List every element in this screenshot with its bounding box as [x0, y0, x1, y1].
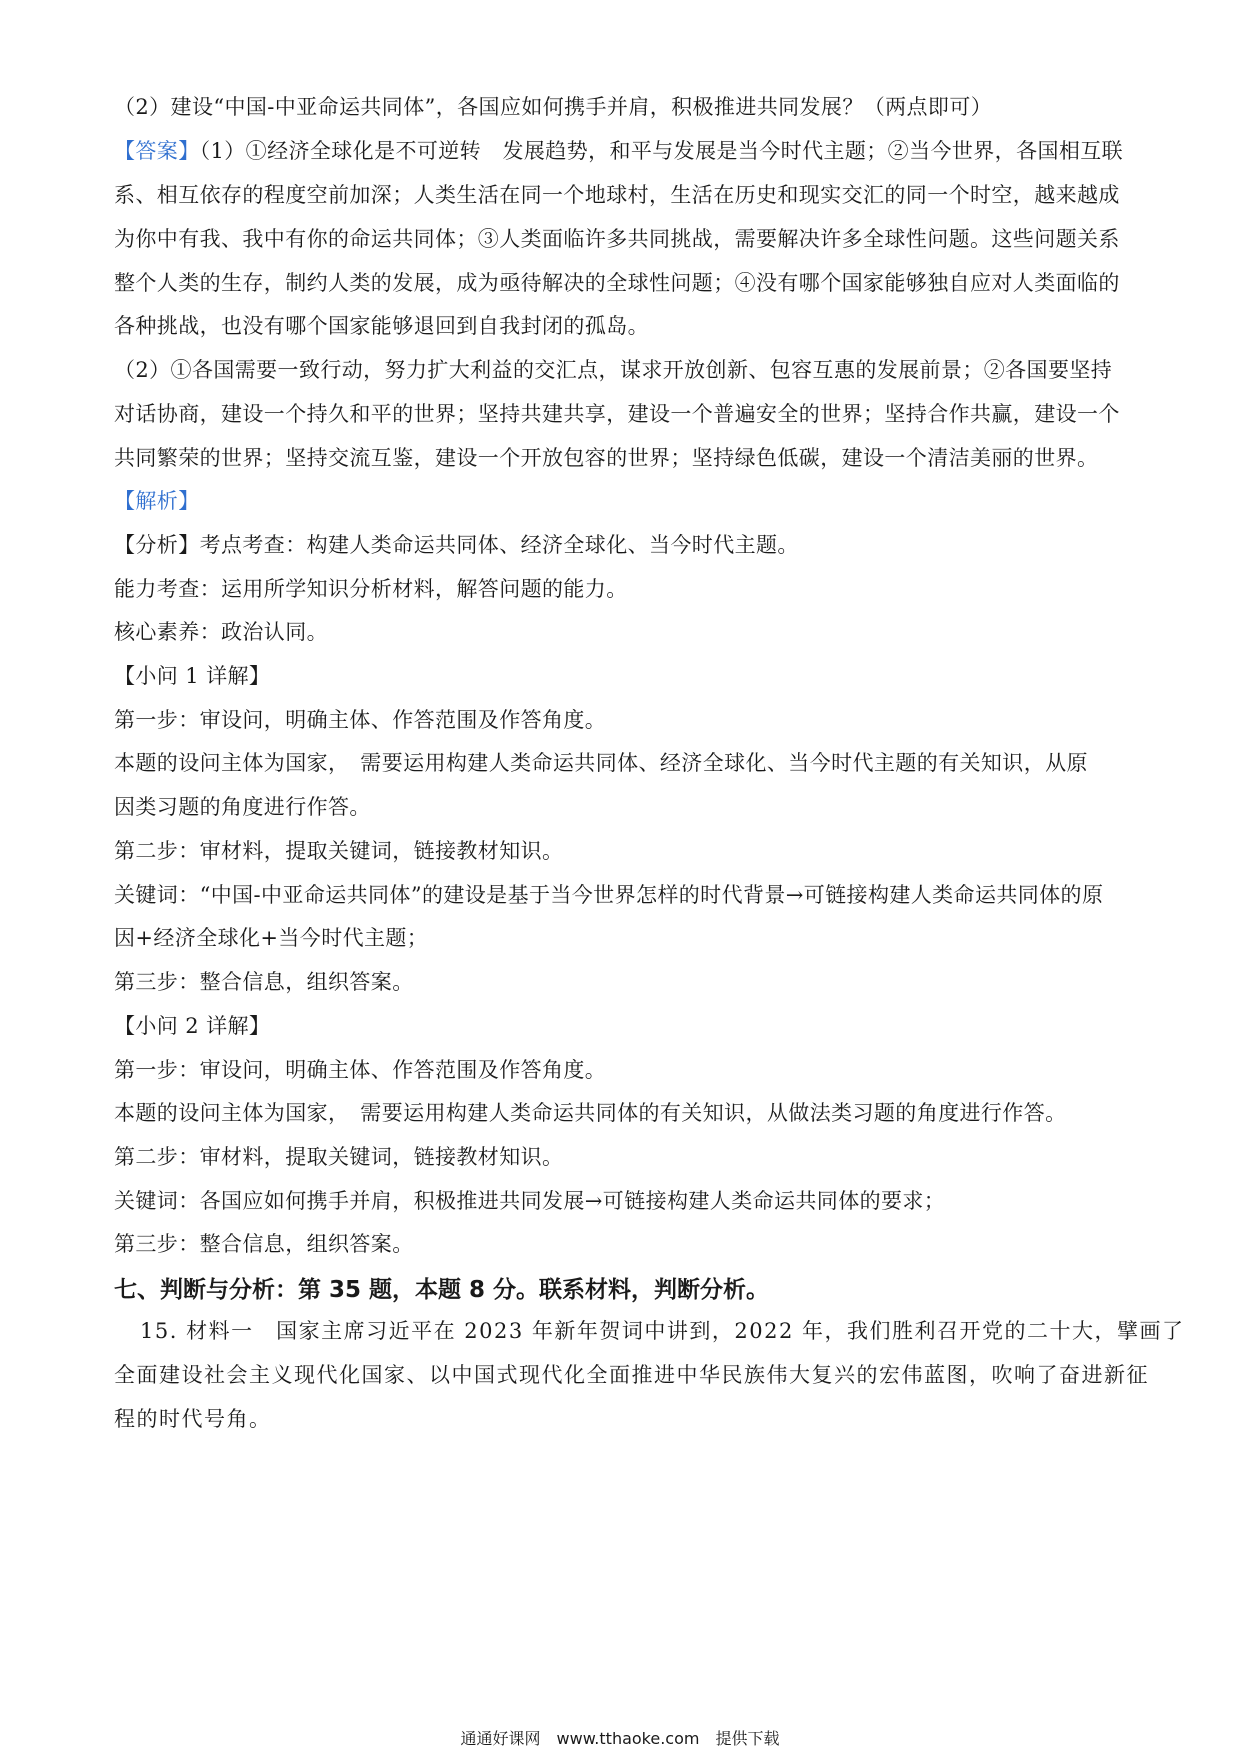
sub-question-1-line-7: 第三步：整合信息，组织答案。	[114, 970, 414, 994]
sub-question-1-title: 【小问 1 详解】	[114, 664, 271, 688]
sub-question-2-line-2: 本题的设问主体为国家， 需要运用构建人类命运共同体的有关知识，从做法类习题的角度进行作答。	[114, 1101, 1067, 1125]
sub-question-1-line-5: 关键词：“中国-中亚命运共同体”的建设是基于当今世界怎样的时代背景→可链接构建人类命运共同体的原	[114, 883, 1104, 907]
sub-question-2-line-1: 第一步：审设问，明确主体、作答范围及作答角度。	[114, 1058, 607, 1082]
sub-question-1-line-4: 第二步：审材料，提取关键词，链接教材知识。	[114, 839, 564, 863]
sub-question-1-line-3: 因类习题的角度进行作答。	[114, 795, 371, 819]
answer-line-8: 共同繁荣的世界；坚持交流互鉴，建设一个开放包容的世界；坚持绿色低碳，建设一个清洁美丽的世界。	[114, 446, 1099, 470]
answer-tag: 【答案】	[114, 139, 200, 163]
analysis-tag: 【解析】	[114, 489, 200, 513]
sub-question-2-title: 【小问 2 详解】	[114, 1014, 271, 1038]
analysis-line-2: 能力考查：运用所学知识分析材料，解答问题的能力。	[114, 577, 628, 601]
answer-line-4: 整个人类的生存，制约人类的发展，成为亟待解决的全球性问题；④没有哪个国家能够独自应对人类面临的	[114, 271, 1120, 295]
sub-question-2-line-5: 第三步：整合信息，组织答案。	[114, 1232, 414, 1256]
answer-line-1	[114, 136, 1126, 166]
sub-question-1-line-6: 因+经济全球化+当今时代主题；	[114, 926, 429, 950]
analysis-line-1: 【分析】考点考查：构建人类命运共同体、经济全球化、当今时代主题。	[114, 533, 799, 557]
answer-line-7: 对话协商，建设一个持久和平的世界；坚持共建共享，建设一个普遍安全的世界；坚持合作共赢，建设一个	[114, 402, 1120, 426]
footer-watermark: 通通好课网 www.tthaoke.com 提供下载	[460, 1729, 780, 1748]
answer-text-1: （1）①经济全球化是不可逆转 发展趋势，和平与发展是当今时代主题；②当今世界，各国相互联	[199, 139, 1124, 163]
section-7-heading: 七、判断与分析：第 35 题，本题 8 分。联系材料，判断分析。	[114, 1277, 770, 1303]
sub-question-2-line-3: 第二步：审材料，提取关键词，链接教材知识。	[114, 1145, 564, 1169]
sub-question-2-line-4: 关键词：各国应如何携手并肩，积极推进共同发展→可链接构建人类命运共同体的要求；	[114, 1189, 946, 1213]
analysis-line-3: 核心素养：政治认同。	[114, 620, 328, 644]
answer-line-6: （2）①各国需要一致行动，努力扩大利益的交汇点，谋求开放创新、包容互惠的发展前景；②各国要坚持	[114, 358, 1113, 382]
question-2-text: （2）建设“中国-中亚命运共同体”，各国应如何携手并肩，积极推进共同发展？（两点即可）	[114, 95, 993, 119]
sub-question-1-line-1: 第一步：审设问，明确主体、作答范围及作答角度。	[114, 708, 607, 732]
answer-line-2: 系、相互依存的程度空前加深；人类生活在同一个地球村，生活在历史和现实交汇的同一个时空，越来越成	[114, 183, 1120, 207]
answer-line-3: 为你中有我、我中有你的命运共同体；③人类面临许多共同挑战，需要解决许多全球性问题。这些问题关系	[114, 227, 1120, 251]
sub-question-1-line-2: 本题的设问主体为国家， 需要运用构建人类命运共同体、经济全球化、当今时代主题的有关知识，从原	[114, 751, 1088, 775]
question-15-line-3: 程的时代号角。	[114, 1407, 272, 1431]
question-15-line-2: 全面建设社会主义现代化国家、以中国式现代化全面推进中华民族伟大复兴的宏伟蓝图，吹响了奋进新征	[114, 1363, 1149, 1387]
question-15-line-1: 15. 材料一 国家主席习近平在 2023 年新年贺词中讲到，2022 年，我们胜利召开党的二十大，擘画了	[140, 1319, 1185, 1343]
answer-line-5: 各种挑战，也没有哪个国家能够退回到自我封闭的孤岛。	[114, 314, 649, 338]
